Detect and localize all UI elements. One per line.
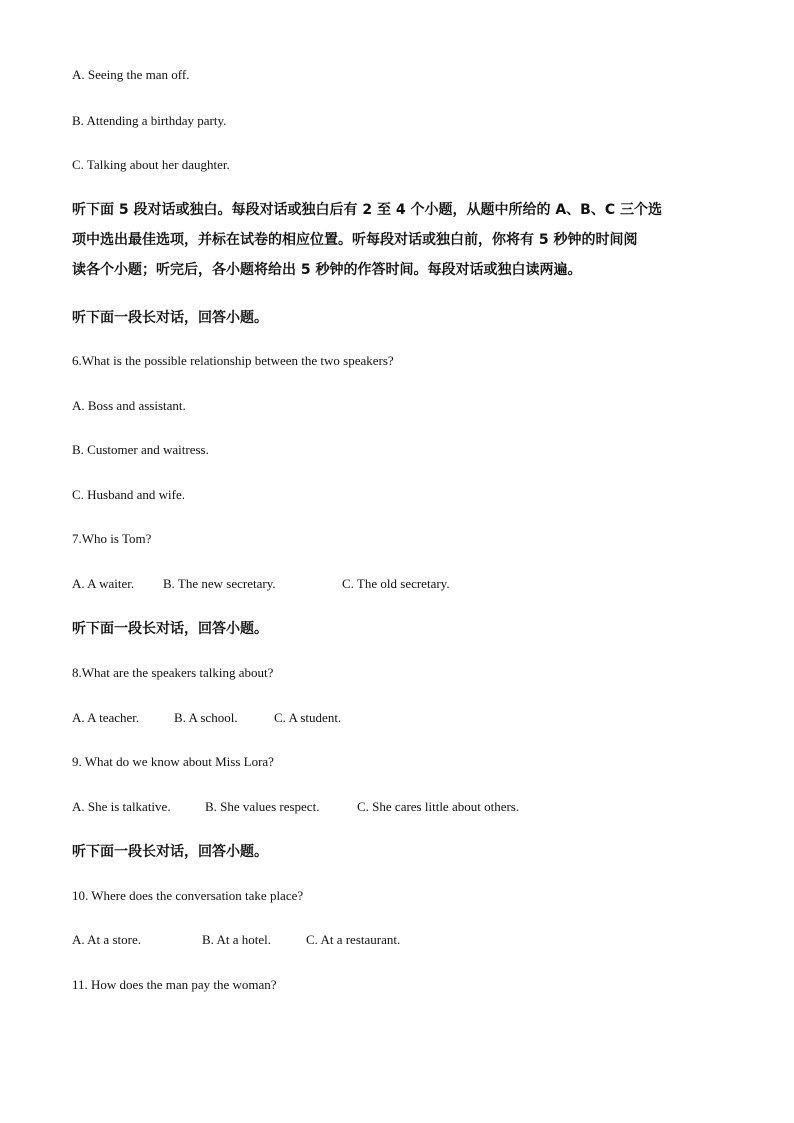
section-heading-1: 听下面一段长对话，回答小题。	[72, 310, 268, 326]
section-heading-3: 听下面一段长对话，回答小题。	[72, 844, 268, 860]
q8-option-b: B. A school.	[174, 710, 238, 725]
q6-option-c: C. Husband and wife.	[72, 487, 186, 502]
q5-option-b: B. Attending a birthday party.	[72, 113, 227, 128]
q9-option-b: B. She values respect.	[205, 799, 320, 814]
q10-option-a: A. At a store.	[72, 932, 141, 947]
q7-option-a: A. A waiter.	[72, 576, 135, 591]
instruction-line-3: 读各个小题；听完后，各小题将给出 5 秒钟的作答时间。每段对话或独白读两遍。	[72, 262, 582, 278]
question-11: 11. How does the man pay the woman?	[72, 977, 277, 992]
instruction-line-2: 项中选出最佳选项，并标在试卷的相应位置。听每段对话或独白前，你将有 5 秒钟的时间阅	[72, 232, 638, 248]
section-heading-2: 听下面一段长对话，回答小题。	[72, 621, 268, 637]
question-8: 8.What are the speakers talking about?	[72, 665, 274, 680]
q7-option-b: B. The new secretary.	[163, 576, 276, 591]
question-7: 7.Who is Tom?	[72, 531, 152, 546]
q10-option-b: B. At a hotel.	[202, 932, 271, 947]
q9-option-a: A. She is talkative.	[72, 799, 171, 814]
q8-option-a: A. A teacher.	[72, 710, 140, 725]
q8-option-c: C. A student.	[274, 710, 342, 725]
q7-options	[72, 575, 450, 593]
q9-options	[72, 798, 519, 816]
q9-option-c: C. She cares little about others.	[357, 799, 520, 814]
q6-option-a: A. Boss and assistant.	[72, 398, 186, 413]
question-9: 9. What do we know about Miss Lora?	[72, 754, 274, 769]
q7-option-c: C. The old secretary.	[342, 576, 450, 591]
question-10: 10. Where does the conversation take place?	[72, 888, 304, 903]
question-6: 6.What is the possible relationship between the two speakers?	[72, 353, 394, 368]
q5-option-c: C. Talking about her daughter.	[72, 157, 230, 172]
q5-option-a: A. Seeing the man off.	[72, 67, 190, 82]
q10-option-c: C. At a restaurant.	[306, 932, 401, 947]
instruction-line-1: 听下面 5 段对话或独白。每段对话或独白后有 2 至 4 个小题，从题中所给的 A、B、C 三个选	[72, 202, 662, 218]
q8-options	[72, 709, 341, 727]
q10-options	[72, 931, 400, 949]
q6-option-b: B. Customer and waitress.	[72, 442, 209, 457]
